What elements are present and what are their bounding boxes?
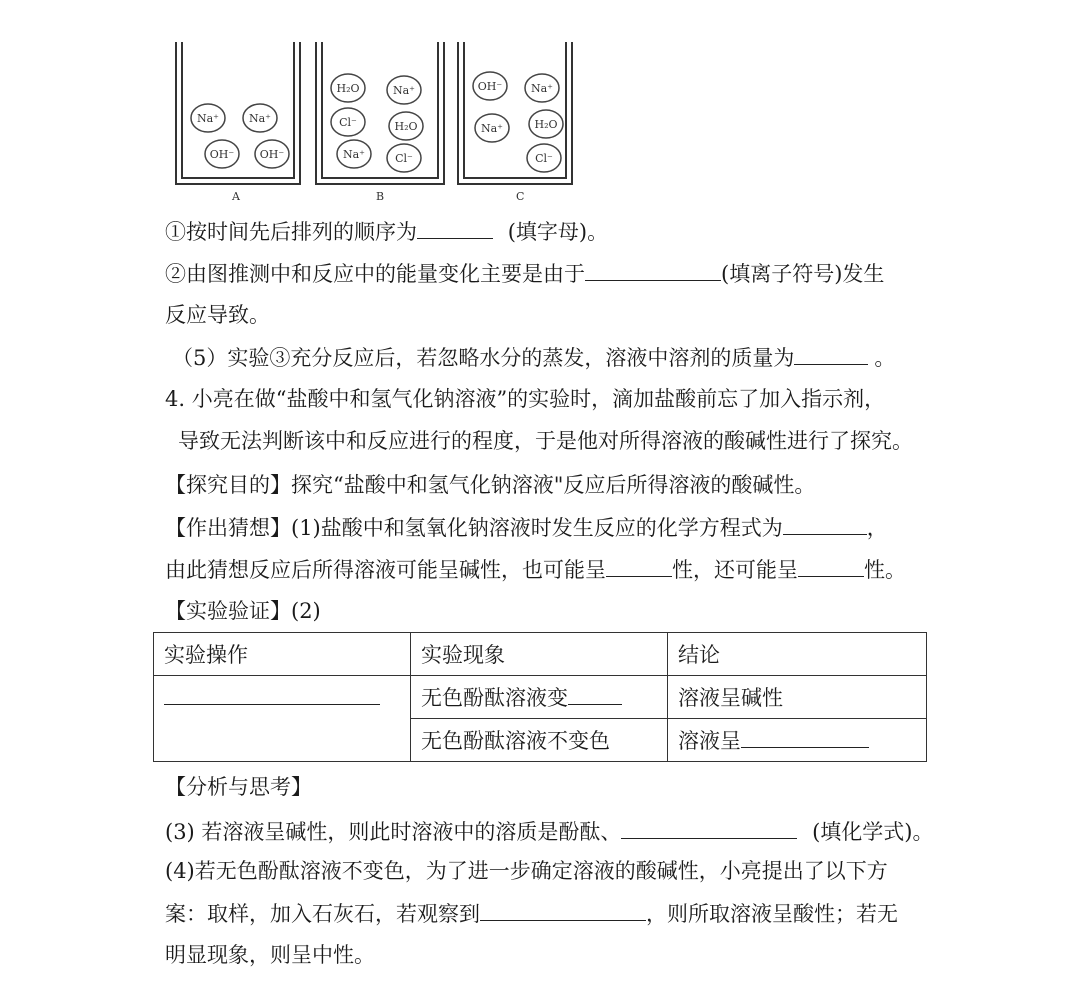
ion-label: OH⁻ — [259, 148, 285, 161]
question-4-line2: 导致无法判断该中和反应进行的程度，于是他对所得溶液的酸碱性进行了探究。 — [178, 429, 913, 453]
ion-0-2 — [205, 140, 239, 168]
question-4b-line1: (4)若无色酚酞溶液不变色，为了进一步确定溶液的酸碱性，小亮提出了以下方 — [165, 859, 888, 883]
question-5: （5）实验③充分反应后，若忽略水分的蒸发，溶液中溶剂的质量为 。 — [172, 342, 895, 373]
ion-label: Na⁺ — [343, 148, 365, 161]
verify-heading: 【实验验证】(2) — [165, 599, 321, 623]
ion-2-3 — [529, 110, 563, 138]
answer-blank-operation[interactable] — [164, 682, 380, 705]
ion-2-0 — [473, 72, 507, 100]
question-2-cont: 反应导致。 — [165, 303, 270, 327]
hypothesis-line1: 【作出猜想】(1)盐酸中和氢氧化钠溶液时发生反应的化学方程式为 ， — [165, 512, 888, 543]
ion-label: OH⁻ — [477, 80, 503, 93]
answer-blank-color[interactable] — [568, 682, 622, 705]
header-conclusion: 结论 — [668, 633, 927, 676]
answer-blank-solute[interactable] — [621, 816, 797, 839]
answer-blank-solvent-mass[interactable] — [794, 342, 868, 365]
ion-0-3 — [255, 140, 289, 168]
ion-label: Cl⁻ — [339, 116, 357, 129]
ion-label: Cl⁻ — [395, 152, 413, 165]
hypothesis-line2: 由此猜想反应后所得溶液可能呈碱性，也可能呈 性，还可能呈 性。 — [165, 554, 906, 585]
question-2-energy: ②由图推测中和反应中的能量变化主要是由于 (填离子符号)发生 — [165, 258, 884, 289]
ion-1-0 — [331, 74, 365, 102]
answer-blank-order[interactable] — [417, 216, 493, 239]
ion-label: Na⁺ — [531, 82, 553, 95]
analysis-heading: 【分析与思考】 — [165, 775, 312, 799]
question-4b-line3: 明显现象，则呈中性。 — [165, 943, 375, 967]
answer-blank-property-1[interactable] — [606, 554, 672, 577]
row1-phenomenon: 无色酚酞溶液变 — [411, 676, 668, 719]
ion-2-2 — [475, 114, 509, 142]
ion-2-4 — [527, 144, 561, 172]
ion-label: OH⁻ — [209, 148, 235, 161]
answer-blank-property-2[interactable] — [798, 554, 864, 577]
ion-label: H₂O — [394, 120, 418, 133]
ion-label: H₂O — [336, 82, 360, 95]
ion-label: Na⁺ — [393, 84, 415, 97]
ion-label: H₂O — [534, 118, 558, 131]
ion-label: Na⁺ — [249, 112, 271, 125]
ion-0-0 — [191, 104, 225, 132]
ion-label: Na⁺ — [197, 112, 219, 125]
header-operation: 实验操作 — [154, 633, 411, 676]
row1-conclusion: 溶液呈碱性 — [668, 676, 927, 719]
answer-blank-equation[interactable] — [783, 512, 867, 535]
ion-0-1 — [243, 104, 277, 132]
ion-1-4 — [337, 140, 371, 168]
row2-conclusion: 溶液呈 — [668, 719, 927, 762]
row2-phenomenon: 无色酚酞溶液不变色 — [411, 719, 668, 762]
ion-1-3 — [389, 112, 423, 140]
beaker-figure — [168, 38, 588, 208]
beaker-a-label: A — [232, 190, 240, 203]
ion-2-1 — [525, 74, 559, 102]
ion-1-2 — [331, 108, 365, 136]
ion-label: Cl⁻ — [535, 152, 553, 165]
ion-1-1 — [387, 76, 421, 104]
question-4-line1: 4. 小亮在做“盐酸中和氢气化钠溶液”的实验时，滴加盐酸前忘了加入指示剂， — [165, 387, 886, 411]
ion-1-5 — [387, 144, 421, 172]
answer-blank-ion[interactable] — [585, 258, 721, 281]
question-3: (3) 若溶液呈碱性，则此时溶液中的溶质是酚酞、 (填化学式)。 — [165, 816, 934, 847]
purpose: 【探究目的】探究“盐酸中和氢气化钠溶液"反应后所得溶液的酸碱性。 — [165, 473, 816, 497]
question-1-order: ①按时间先后排列的顺序为 (填字母)。 — [165, 216, 608, 247]
question-4b-line2: 案：取样，加入石灰石，若观察到 ，则所取溶液呈酸性；若无 — [165, 898, 898, 929]
header-phenomenon: 实验现象 — [411, 633, 668, 676]
beaker-c-label: C — [516, 190, 525, 203]
operation-cell — [154, 676, 411, 762]
experiment-table — [153, 632, 927, 762]
ion-label: Na⁺ — [481, 122, 503, 135]
answer-blank-observation[interactable] — [480, 898, 646, 921]
answer-blank-conclusion[interactable] — [741, 725, 869, 748]
beaker-b-label: B — [376, 190, 385, 203]
